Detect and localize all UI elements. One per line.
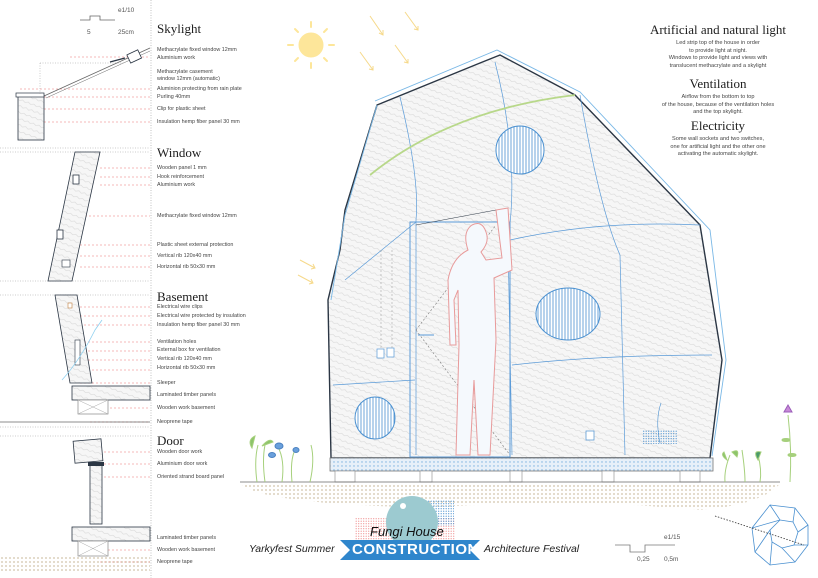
- note-line: translucent methacrylate and a skylight: [669, 62, 767, 69]
- label: Ventilation holes: [157, 339, 197, 345]
- label: Laminated timber panels: [157, 535, 217, 541]
- label: Electrical wire protected by insulation: [157, 313, 246, 319]
- banner-left-text: Yarkyfest Summer: [249, 543, 335, 555]
- scale-tick-bottom-025: 0,25: [637, 556, 650, 563]
- section-title-window: Window: [157, 145, 202, 160]
- scale-bar-top: [80, 16, 115, 20]
- sun-icon: [288, 22, 334, 68]
- label: Laminated timber panels: [157, 392, 217, 398]
- plants-left: [250, 436, 313, 482]
- note-title-ventilation: Ventilation: [689, 76, 747, 91]
- label: Clip for plastic sheet: [157, 106, 206, 112]
- label: Methacrylate fixed window 12mm: [157, 47, 237, 53]
- label: Aluminium work: [157, 182, 196, 188]
- label: Purling 40mm: [157, 94, 191, 100]
- note-text-electricity: [618, 136, 818, 159]
- note-text-light: [618, 40, 818, 70]
- section-title-door: Door: [157, 433, 184, 448]
- note-line: to provide light at night.: [689, 47, 747, 54]
- scale-bar-bottom: [615, 545, 675, 552]
- scale-ratio-top: e1/10: [118, 7, 135, 14]
- label: Neoprene tape: [157, 559, 193, 565]
- project-title: Fungi House: [370, 524, 444, 539]
- plan-view: [715, 505, 808, 565]
- note-line: Led strip top of the house in order: [676, 40, 760, 46]
- label: Vertical rib 120x40 mm: [157, 253, 212, 259]
- skylight-detail: [16, 48, 150, 140]
- note-title-light: Artificial and natural light: [649, 22, 787, 37]
- note-line: Windows to provide light and views with: [668, 55, 768, 62]
- note-line: activating the automatic skylight.: [677, 151, 759, 158]
- label: Wooden panel 1 mm: [157, 165, 207, 171]
- label: Horizontal rib 50x30 mm: [157, 264, 216, 270]
- note-title-electricity: Electricity: [690, 118, 746, 133]
- label: Methacrylate fixed window 12mm: [157, 213, 237, 219]
- scale-tick-top-5: 5: [87, 29, 91, 36]
- note-line: one for artificial light and the other one: [670, 143, 766, 150]
- label: Insulation hemp fiber panel 30 mm: [157, 322, 240, 328]
- note-line: of the house, because of the ventilation holes: [661, 101, 775, 108]
- note-line: Airflow from the bottom to top: [681, 94, 755, 100]
- note-line: and the top skylight.: [693, 109, 743, 116]
- scale-tick-bottom-05: 0,5m: [664, 556, 679, 563]
- note-text-ventilation: [618, 94, 818, 117]
- scale-ratio-bottom: e1/15: [664, 534, 681, 541]
- section-title-skylight: Skylight: [157, 21, 202, 36]
- label: Oriented strand board panel: [157, 474, 225, 480]
- label: Aluminium work: [157, 55, 196, 61]
- section-title-basement: Basement: [157, 289, 209, 304]
- label: Aluminium door work: [157, 461, 208, 467]
- label: Electrical wire clips: [157, 304, 203, 310]
- note-line: Some wall sockets and two switches,: [671, 136, 765, 142]
- label: Wooden work basement: [157, 547, 216, 553]
- floor-base: [240, 458, 780, 482]
- label: Insulation hemp fiber panel 30 mm: [157, 119, 240, 125]
- label: Methacrylate casement: [157, 69, 213, 75]
- label: Aluminion protecting from rain plate: [157, 86, 242, 92]
- basement-detail: [0, 295, 150, 422]
- label: Horizontal rib 50x30 mm: [157, 365, 216, 371]
- label: Vertical rib 120x40 mm: [157, 356, 212, 362]
- label: Plastic sheet external protection: [157, 242, 234, 248]
- label: Wooden door work: [157, 449, 203, 455]
- label: Hook reinforcement: [157, 174, 205, 180]
- label: External box for ventilation: [157, 347, 221, 353]
- plants-right: [723, 405, 796, 482]
- label: Neoprene tape: [157, 419, 193, 425]
- construction-label: CONSTRUCTION: [352, 541, 479, 558]
- label: Sleeper: [157, 380, 176, 386]
- label: Wooden work basement: [157, 405, 216, 411]
- label: window 12mm (automatic): [157, 76, 220, 82]
- soil: [240, 484, 780, 510]
- door-detail: [0, 439, 150, 571]
- banner-right-text: Architecture Festival: [484, 543, 580, 555]
- window-detail: [48, 152, 100, 281]
- section-dividers: [0, 0, 151, 578]
- scale-tick-top-25: 25cm: [118, 29, 134, 36]
